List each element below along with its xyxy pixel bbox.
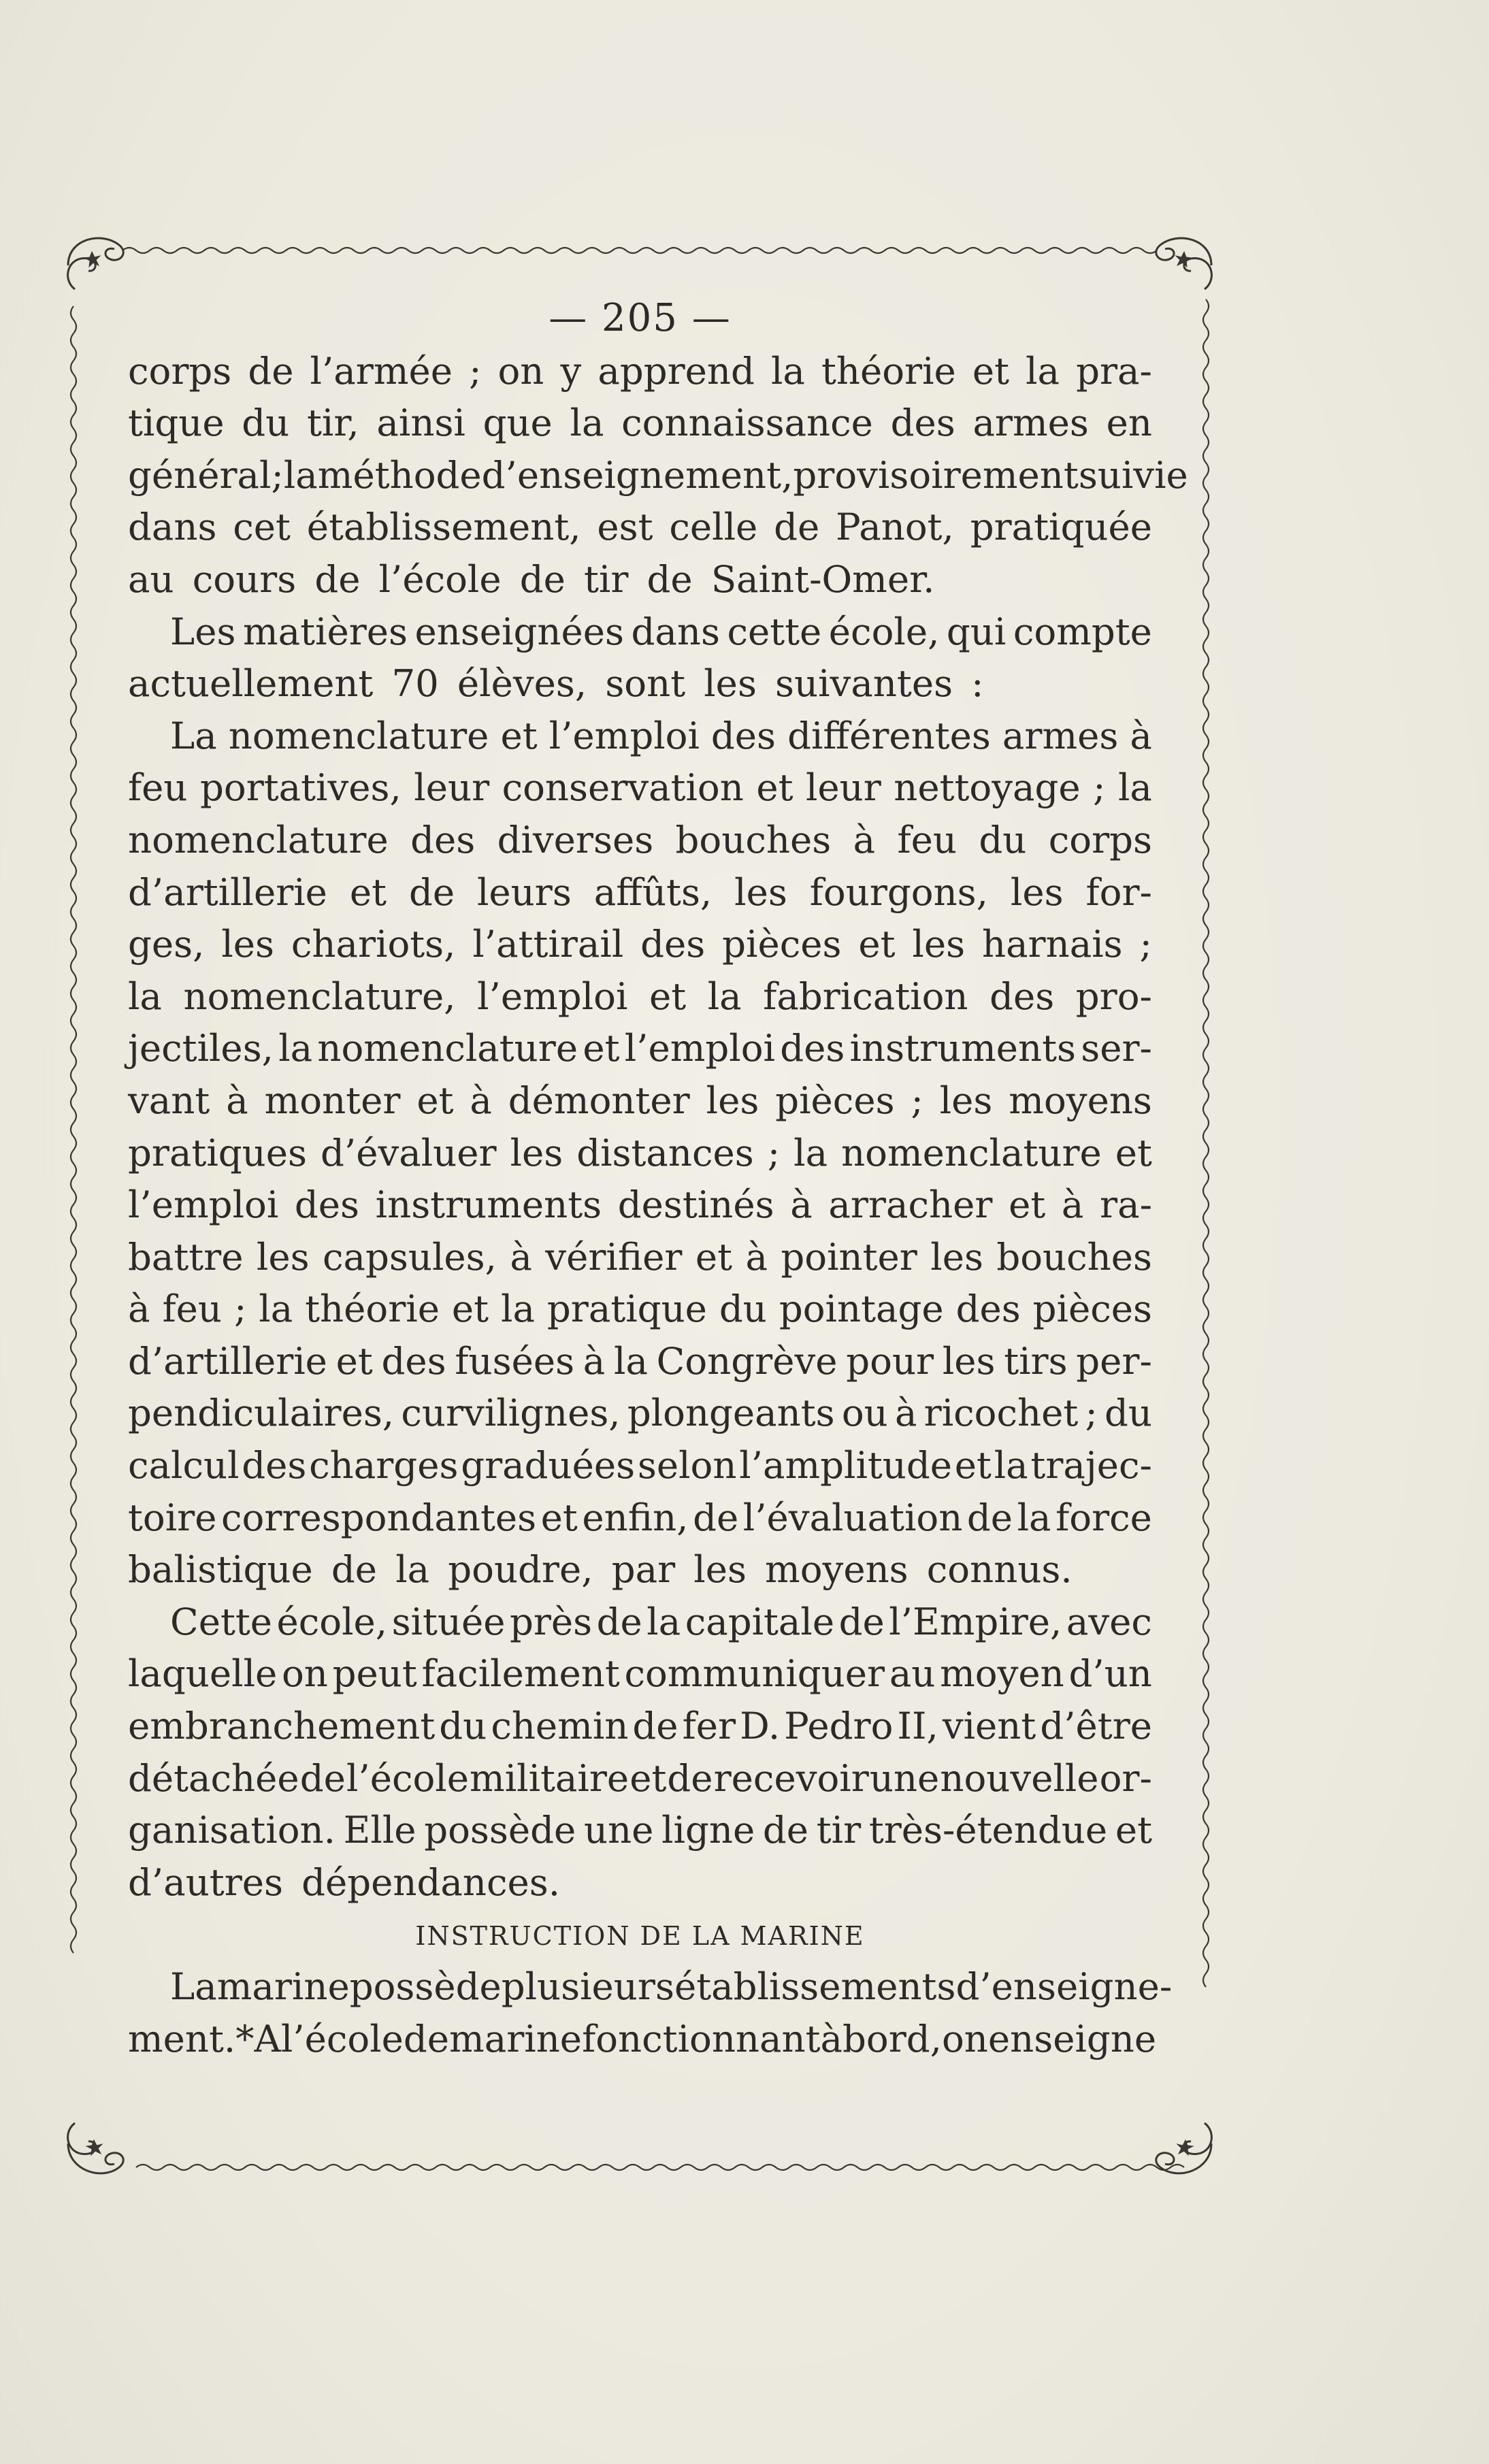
word: plusieurs: [501, 1965, 674, 2008]
word: armes: [1002, 713, 1119, 757]
word: ainsi: [376, 401, 465, 445]
word: et: [972, 348, 1009, 393]
text-line: [128, 1127, 1152, 1179]
text-line: [128, 1074, 1152, 1127]
word: tirs: [1004, 1338, 1068, 1383]
word: distances: [576, 1130, 754, 1174]
word: des: [890, 401, 955, 445]
word: d’évaluer: [320, 1130, 497, 1174]
word: l’emploi: [624, 1026, 775, 1070]
word: pointer: [781, 1234, 917, 1279]
word: curvilignes,: [401, 1391, 621, 1435]
word: la: [647, 1599, 681, 1643]
word: ligne: [661, 1808, 755, 1852]
text-line: [128, 1439, 1152, 1492]
word: la: [1017, 1495, 1051, 1539]
word: les: [734, 870, 787, 914]
word: les: [706, 1078, 759, 1122]
word: ;: [1085, 1391, 1098, 1435]
word: la: [994, 1443, 1028, 1488]
text-line: au cours de l’école de tir de Saint-Omer.: [128, 557, 935, 601]
word: d’un: [1068, 1652, 1152, 1696]
word: or-: [1099, 1756, 1152, 1800]
word: d’enseignement,: [481, 453, 793, 497]
word: affûts,: [593, 870, 713, 914]
word: à: [128, 1287, 150, 1331]
text-line: [128, 1647, 1152, 1700]
word: dans: [631, 609, 720, 653]
word: très-étendue: [868, 1808, 1108, 1852]
word: du: [979, 817, 1027, 861]
word: les: [256, 1234, 310, 1279]
word: des: [710, 713, 776, 757]
text-line: [128, 501, 1152, 553]
word: la: [128, 974, 162, 1018]
word: l’emploi: [477, 974, 628, 1018]
word: bouches: [675, 817, 832, 861]
word: pointage: [779, 1287, 944, 1331]
word: suivie: [1078, 453, 1188, 497]
word: moyens: [1009, 1078, 1152, 1122]
word: vérifier: [545, 1234, 683, 1279]
text-line: [128, 710, 1152, 762]
word: connaissance: [621, 401, 873, 445]
word: et: [649, 974, 687, 1018]
word: pratiquée: [970, 505, 1152, 549]
text-line: [128, 1960, 1173, 2013]
word: corps: [1048, 817, 1152, 861]
word: diverses: [497, 817, 654, 861]
word: du: [1105, 1391, 1152, 1435]
text-line: [128, 1283, 1152, 1335]
word: est: [597, 505, 653, 549]
word: nomenclature: [228, 713, 489, 757]
word: fer: [682, 1704, 736, 1748]
corner-flourish-bottom-right: [1156, 2123, 1212, 2173]
word: et: [954, 1443, 992, 1488]
word: La: [170, 1965, 217, 2008]
word: d’artillerie: [128, 870, 327, 914]
word: établissements: [674, 1965, 956, 2008]
word: différentes: [787, 713, 991, 757]
word: et: [451, 1287, 489, 1331]
word: for-: [1085, 870, 1152, 914]
word: trajec-: [1030, 1443, 1152, 1488]
word: d’enseigne-: [955, 1965, 1173, 2008]
word: correspondantes: [221, 1495, 537, 1539]
word: cette: [727, 609, 822, 653]
word: battre: [128, 1234, 244, 1279]
word: possède: [349, 1965, 502, 2008]
page-number: — 205 —: [549, 296, 732, 340]
text-line: d’autres dépendances.: [128, 1860, 561, 1904]
word: monter: [264, 1078, 401, 1122]
word: jectiles,: [128, 1026, 274, 1070]
word: l’amplitude: [739, 1443, 953, 1488]
word: du: [719, 1287, 767, 1331]
text-line: [128, 1335, 1152, 1387]
text-line: [128, 1492, 1152, 1544]
word: pro-: [1075, 974, 1152, 1018]
text-line: [128, 606, 1152, 658]
text-line: [128, 1022, 1152, 1074]
word: au: [889, 1652, 936, 1696]
word: bouches: [996, 1234, 1152, 1279]
text-line: [128, 1804, 1152, 1856]
word: pendiculaires,: [128, 1391, 395, 1435]
word: des: [640, 922, 706, 966]
word: chariots,: [291, 922, 456, 966]
word: les: [221, 922, 274, 966]
word: nomenclature: [841, 1130, 1102, 1174]
word: pour: [846, 1338, 934, 1383]
word: nomenclature: [128, 817, 389, 861]
corner-flourish-top-left: [68, 238, 124, 289]
word: théorie: [305, 1287, 440, 1331]
word: de: [408, 870, 455, 914]
word: Pedro: [784, 1704, 894, 1748]
word: à: [1061, 1183, 1084, 1227]
text-line: [128, 1700, 1152, 1752]
text-line: [128, 1752, 1152, 1805]
word: l’école: [346, 1756, 469, 1800]
word: peut: [332, 1652, 417, 1696]
word: de: [667, 1756, 713, 1800]
word: capitale: [685, 1599, 835, 1643]
word: la: [278, 1026, 313, 1070]
word: qui: [946, 609, 1007, 653]
word: l’Empire,: [889, 1599, 1062, 1643]
word: et: [1009, 1183, 1046, 1227]
word: on: [282, 1652, 328, 1696]
text-line: [128, 1387, 1152, 1439]
word: apprend: [598, 348, 755, 393]
left-wavy-rule: [71, 306, 76, 1953]
word: ;: [469, 348, 482, 393]
word: la: [501, 1287, 535, 1331]
section-heading: INSTRUCTION DE LA MARINE: [415, 1921, 865, 1952]
word: et: [1115, 1808, 1152, 1852]
word: et: [336, 1338, 373, 1383]
word: Panot,: [836, 505, 954, 549]
word: graduées: [461, 1443, 636, 1488]
word: pra-: [1076, 348, 1152, 393]
word: de: [299, 1756, 346, 1800]
word: fourgons,: [809, 870, 988, 914]
word: et: [858, 922, 896, 966]
word: ra-: [1100, 1183, 1152, 1227]
word: à: [470, 1078, 492, 1122]
word: du: [242, 401, 290, 445]
word: harnais: [981, 922, 1123, 966]
word: instruments: [375, 1183, 602, 1227]
word: à: [820, 2016, 843, 2060]
word: près: [509, 1599, 593, 1643]
word: les: [930, 1234, 983, 1279]
word: l’évaluation: [742, 1495, 963, 1539]
word: on: [497, 348, 544, 393]
word: des: [242, 1443, 307, 1488]
word: général;: [128, 453, 284, 497]
word: fonctionnant: [582, 2016, 821, 2060]
word: et: [349, 870, 387, 914]
word: enseigne: [987, 2016, 1157, 2060]
word: II,: [897, 1704, 938, 1748]
corner-flourish-bottom-left: [68, 2123, 124, 2173]
word: et: [629, 1756, 667, 1800]
word: charges: [309, 1443, 459, 1488]
word: per-: [1076, 1338, 1152, 1383]
text-line: [128, 397, 1152, 449]
word: selon: [637, 1443, 737, 1488]
word: et: [540, 1495, 578, 1539]
word: école,: [276, 1599, 388, 1643]
word: la: [1026, 348, 1060, 393]
word: détachée: [128, 1756, 299, 1800]
word: leur: [805, 766, 881, 810]
word: celle: [669, 505, 758, 549]
word: des: [410, 817, 476, 861]
word: Congrève: [656, 1338, 838, 1383]
word: la: [614, 1338, 648, 1383]
word: les: [942, 1338, 996, 1383]
word: la: [1117, 766, 1152, 810]
word: marine: [216, 1965, 350, 2008]
word: à: [894, 1391, 917, 1435]
word: que: [482, 401, 553, 445]
word: théorie: [821, 348, 956, 393]
word: militaire: [470, 1756, 629, 1800]
word: des: [294, 1183, 360, 1227]
word: ganisation.: [128, 1808, 336, 1852]
word: à: [853, 817, 876, 861]
word: recevoir: [713, 1756, 869, 1800]
word: les: [939, 1078, 993, 1122]
word: tique: [128, 401, 225, 445]
word: nomenclature: [317, 1026, 578, 1070]
word: d’artillerie: [128, 1338, 327, 1383]
word: établissement,: [306, 505, 581, 549]
word: ser-: [1081, 1026, 1152, 1070]
word: les: [1010, 870, 1064, 914]
body-lines: [128, 345, 1188, 2065]
text-line: [128, 449, 1188, 502]
word: feu: [162, 1287, 222, 1331]
bottom-wavy-rule: [136, 2165, 1184, 2170]
word: possède: [424, 1808, 576, 1852]
word: chemin: [491, 1704, 629, 1748]
word: de: [632, 1704, 678, 1748]
word: plongeants: [627, 1391, 835, 1435]
word: à: [790, 1183, 813, 1227]
word: de: [838, 1599, 885, 1643]
word: des: [381, 1338, 446, 1383]
word: instruments: [849, 1026, 1077, 1070]
text-line: [128, 866, 1152, 919]
word: matières: [242, 609, 408, 653]
word: La: [170, 713, 217, 757]
word: démonter: [508, 1078, 690, 1122]
word: ricochet: [923, 1391, 1079, 1435]
word: nomenclature,: [183, 974, 456, 1018]
word: de: [774, 505, 820, 549]
text-line: balistique de la poudre, par les moyens connus.: [128, 1547, 1073, 1592]
word: communiquer: [624, 1652, 885, 1696]
word: arracher: [828, 1183, 993, 1227]
word: pièces: [1032, 1287, 1152, 1331]
word: fabrication: [763, 974, 968, 1018]
text-line: [128, 814, 1152, 866]
word: les: [510, 1130, 563, 1174]
word: les: [912, 922, 966, 966]
word: et: [416, 1078, 454, 1122]
word: l’emploi: [128, 1183, 279, 1227]
word: armes: [972, 401, 1089, 445]
right-wavy-rule: [1203, 299, 1209, 1987]
word: Cette: [170, 1599, 273, 1643]
word: pièces: [722, 922, 842, 966]
word: des: [955, 1287, 1021, 1331]
word: embranchement: [128, 1704, 436, 1748]
word: des: [989, 974, 1055, 1018]
word: pratiques: [128, 1130, 307, 1174]
word: vient: [942, 1704, 1036, 1748]
word: moyen: [940, 1652, 1064, 1696]
word: la: [570, 401, 604, 445]
text-line: [128, 1179, 1152, 1231]
word: vant: [128, 1078, 210, 1122]
word: calcul: [128, 1443, 240, 1488]
word: de: [966, 1495, 1013, 1539]
text-line: [128, 345, 1152, 397]
corner-flourish-top-right: [1156, 238, 1212, 289]
word: de: [693, 1495, 739, 1539]
word: et: [695, 1234, 733, 1279]
word: enseignées: [414, 609, 624, 653]
word: leurs: [477, 870, 572, 914]
word: méthode: [317, 453, 482, 497]
word: à: [745, 1234, 768, 1279]
word: et: [500, 713, 538, 757]
word: marine: [449, 2016, 583, 2060]
word: de: [596, 1599, 642, 1643]
word: la: [770, 348, 805, 393]
word: la: [259, 1287, 293, 1331]
text-line: [128, 970, 1152, 1023]
word: capsules,: [323, 1234, 497, 1279]
word: de: [403, 2016, 450, 2060]
word: nettoyage: [894, 766, 1081, 810]
word: feu: [897, 817, 957, 861]
text-line: [128, 918, 1152, 970]
top-wavy-rule: [122, 248, 1157, 253]
word: de: [248, 348, 294, 393]
word: enfin,: [582, 1495, 689, 1539]
word: d’être: [1040, 1704, 1152, 1748]
word: l’emploi: [549, 713, 700, 757]
word: tir: [816, 1808, 862, 1852]
word: tir,: [306, 401, 359, 445]
word: ;: [911, 1078, 923, 1122]
word: avec: [1066, 1599, 1152, 1643]
word: Elle: [343, 1808, 416, 1852]
word: conservation: [502, 766, 744, 810]
word: ou: [841, 1391, 888, 1435]
word: nouvelle: [940, 1756, 1099, 1800]
word: ;: [1093, 766, 1106, 810]
word: et: [583, 1026, 620, 1070]
word: une: [583, 1808, 654, 1852]
word: feu: [128, 766, 188, 810]
word: la: [283, 453, 318, 497]
word: cet: [233, 505, 291, 549]
word: on: [941, 2016, 988, 2060]
word: et: [756, 766, 793, 810]
word: ges,: [128, 922, 205, 966]
word: bord,: [842, 2016, 942, 2060]
text-line: actuellement 70 élèves, sont les suivantes :: [128, 661, 984, 706]
text-line: [128, 761, 1152, 814]
text-line: [128, 1231, 1152, 1283]
word: pièces: [775, 1078, 895, 1122]
word: corps: [128, 348, 232, 393]
word: y: [560, 348, 582, 393]
word: à: [226, 1078, 248, 1122]
word: ;: [1139, 922, 1152, 966]
word: l’école: [280, 2016, 404, 2060]
text-line: [128, 1596, 1152, 1648]
word: A: [254, 2016, 281, 2060]
word: à: [510, 1234, 532, 1279]
word: la: [793, 1130, 828, 1174]
word: ;: [233, 1287, 247, 1331]
word: à: [583, 1338, 606, 1383]
word: l’armée: [310, 348, 453, 393]
word: située: [391, 1599, 506, 1643]
word: des: [780, 1026, 845, 1070]
word: de: [762, 1808, 809, 1852]
word: force: [1056, 1495, 1152, 1539]
word: en: [1106, 401, 1152, 445]
word: compte: [1013, 609, 1152, 653]
word: fusées: [455, 1338, 575, 1383]
text-block: [128, 293, 1188, 2065]
word: Les: [170, 609, 236, 653]
text-line: [128, 2013, 1157, 2065]
word: une: [869, 1756, 940, 1800]
word: ;: [767, 1130, 781, 1174]
word: et: [1115, 1130, 1152, 1174]
word: à: [1130, 713, 1152, 757]
word: destinés: [617, 1183, 774, 1227]
word: école,: [828, 609, 940, 653]
word: la: [707, 974, 742, 1018]
word: provisoirement: [793, 453, 1079, 497]
word: dans: [128, 505, 217, 549]
word: ment.*: [128, 2016, 255, 2060]
word: D.: [740, 1704, 781, 1748]
word: laquelle: [128, 1652, 278, 1696]
word: leur: [414, 766, 490, 810]
word: facilement: [421, 1652, 620, 1696]
word: toire: [128, 1495, 217, 1539]
word: du: [439, 1704, 487, 1748]
word: l’attirail: [472, 922, 624, 966]
word: portatives,: [200, 766, 402, 810]
word: pratique: [546, 1287, 707, 1331]
